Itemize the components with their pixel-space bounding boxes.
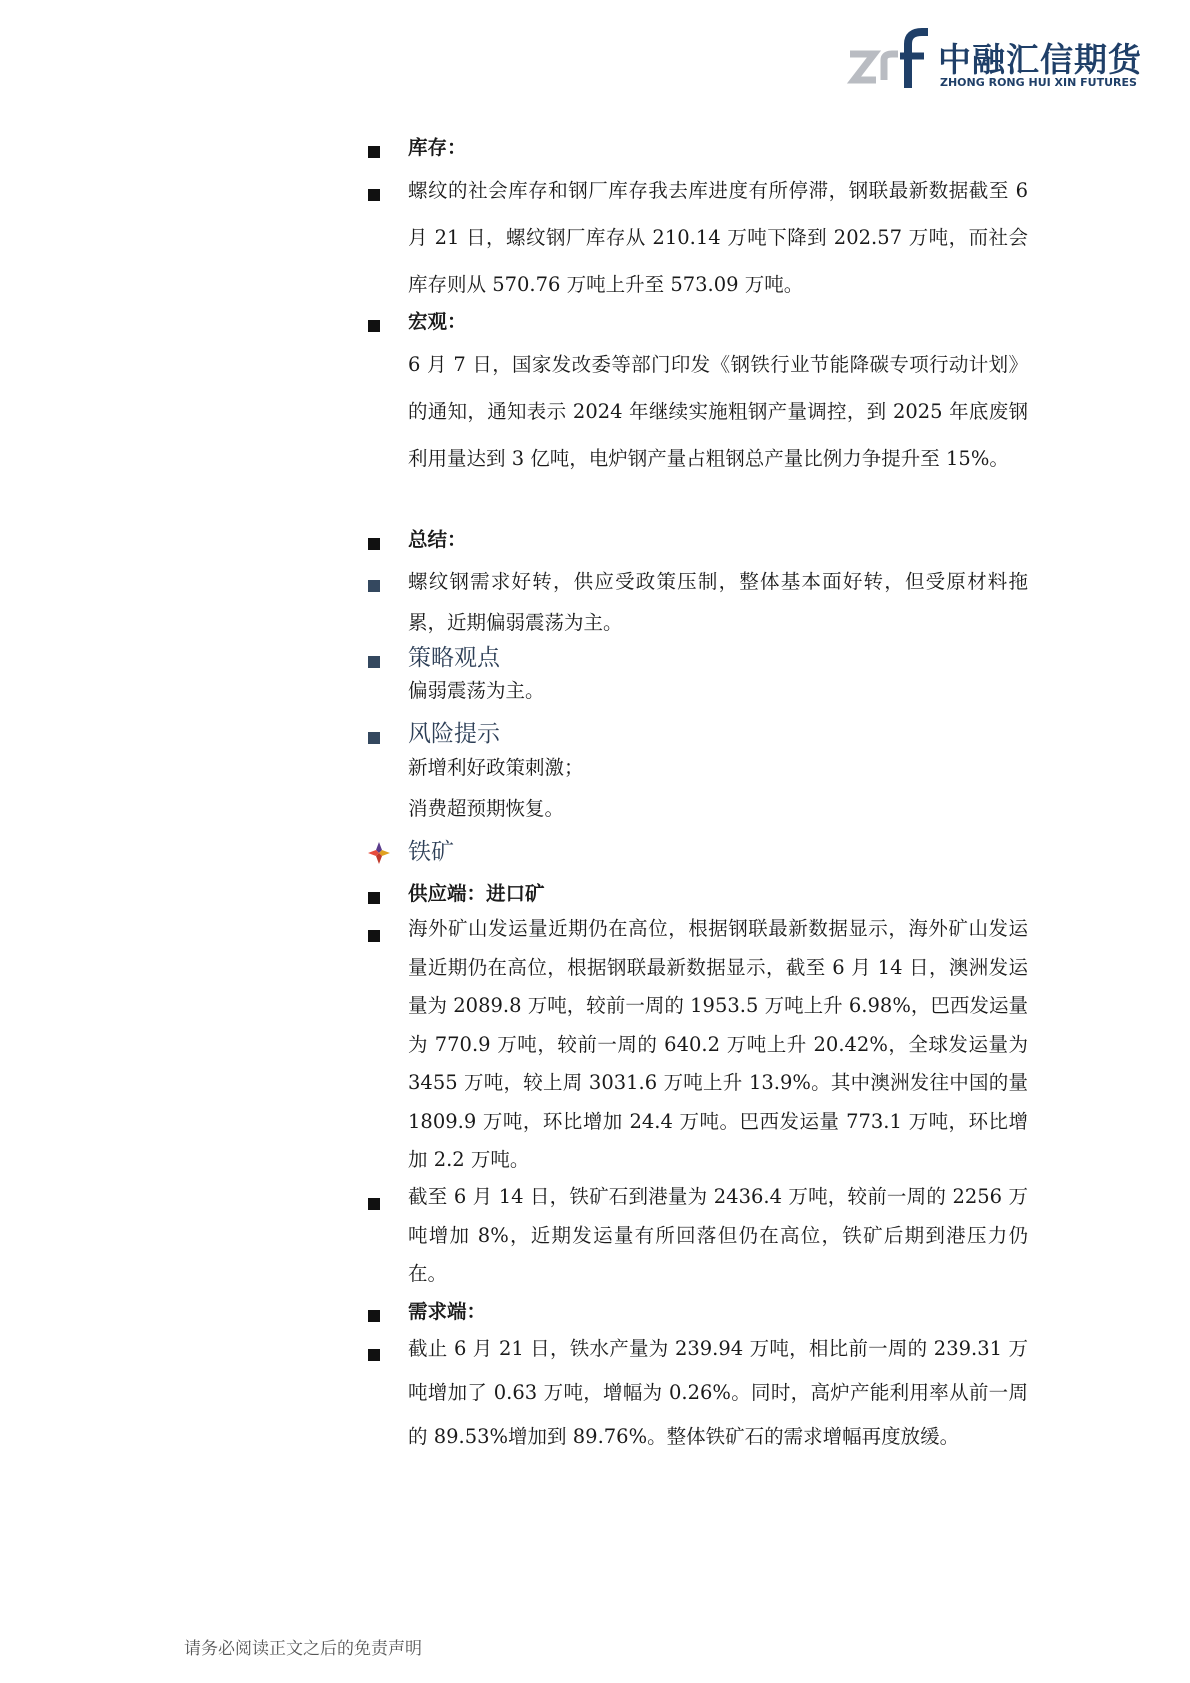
risk-heading: 风险提示 (408, 721, 500, 747)
summary-paragraph: 螺纹钢需求好转，供应受政策压制，整体基本面好转，但受原材料拖累，近期偏弱震荡为主。 (408, 570, 1028, 634)
demand-heading: 需求端： (408, 1300, 487, 1323)
zrf-logo-mark (846, 28, 932, 92)
risk-item: 消费超预期恢复。 (408, 797, 565, 820)
macro-heading: 宏观： (408, 310, 467, 333)
disclaimer-footer: 请务必阅读正文之后的免责声明 (184, 1639, 422, 1659)
square-bullet-icon (368, 656, 380, 668)
square-bullet-icon (368, 930, 380, 942)
diamond-bullet-icon (368, 842, 390, 864)
company-logo (846, 28, 1142, 92)
square-bullet-icon (368, 146, 380, 158)
iron-ore-heading: 铁矿 (408, 839, 454, 865)
square-bullet-icon (368, 1198, 380, 1210)
supply-paragraph: 海外矿山发运量近期仍在高位，根据钢联最新数据显示，海外矿山发运量近期仍在高位，根据钢联最新数据显示，截至 6 月 14 日，澳洲发运量为 2089.8 万吨，较前一周的 1953.5 万吨上升 6.98%，巴西发运量为 770.9 万吨，较前一周的 640.2 万吨上升 20.42%，全球发运量为 3455 万吨，较上周 3031.6 万吨上升 13.9%。其中澳洲发往中国的量 1809.9 万吨，环比增加 24.4 万吨。巴西发运量 773.1 万吨，环比增加 2.2 万吨。 (408, 917, 1028, 1171)
logo-english-name: ZHONG RONG HUI XIN FUTURES (940, 76, 1137, 89)
inventory-paragraph: 螺纹的社会库存和钢厂库存我去库进度有所停滞，钢联最新数据截至 6 月 21 日，螺纹钢厂库存从 210.14 万吨下降到 202.57 万吨，而社会库存则从 570.76 万吨上升至 573.09 万吨。 (408, 179, 1028, 296)
demand-paragraph: 截止 6 月 21 日，铁水产量为 239.94 万吨，相比前一周的 239.31 万吨增加了 0.63 万吨，增幅为 0.26%。同时，高炉产能利用率从前一周的 89.53%增加到 89.76%。整体铁矿石的需求增幅再度放缓。 (408, 1337, 1028, 1448)
strategy-text: 偏弱震荡为主。 (408, 679, 545, 702)
supply-heading: 供应端：进口矿 (408, 882, 545, 905)
summary-heading: 总结： (408, 528, 467, 551)
arrival-paragraph: 截至 6 月 14 日，铁矿石到港量为 2436.4 万吨，较前一周的 2256 万吨增加 8%，近期发运量有所回落但仍在高位，铁矿后期到港压力仍在。 (408, 1185, 1028, 1285)
square-bullet-icon (368, 580, 380, 592)
square-bullet-icon (368, 538, 380, 550)
square-bullet-icon (368, 189, 380, 201)
square-bullet-icon (368, 1349, 380, 1361)
risk-item: 新增利好政策刺激； (408, 756, 584, 779)
macro-paragraph: 6 月 7 日，国家发改委等部门印发《钢铁行业节能降碳专项行动计划》的通知，通知表示 2024 年继续实施粗钢产量调控，到 2025 年底废钢利用量达到 3 亿吨，电炉钢产量占粗钢总产量比例力争提升至 15%。 (408, 353, 1028, 470)
square-bullet-icon (368, 732, 380, 744)
square-bullet-icon (368, 892, 380, 904)
inventory-heading: 库存： (408, 136, 467, 159)
strategy-heading: 策略观点 (408, 645, 500, 671)
logo-chinese-name: 中融汇信期货 (938, 40, 1142, 79)
square-bullet-icon (368, 1310, 380, 1322)
square-bullet-icon (368, 320, 380, 332)
